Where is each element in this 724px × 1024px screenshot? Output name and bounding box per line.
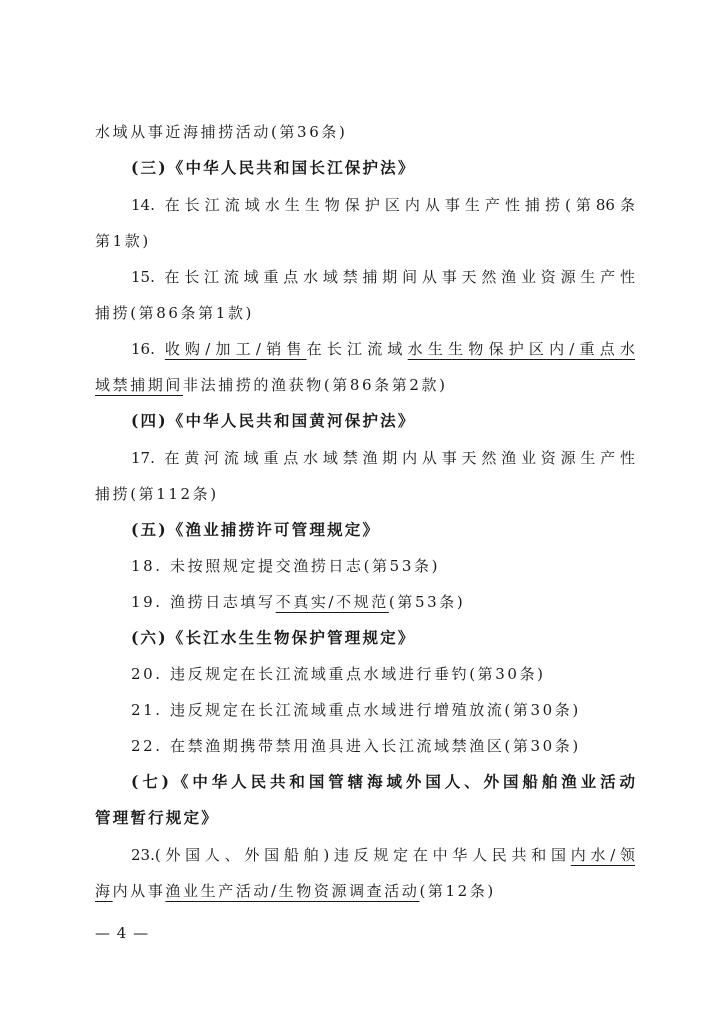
list-item: 20. 违反规定在长江流域重点水域进行垂钓(第30条) — [131, 665, 546, 683]
item-number: 16. — [131, 340, 155, 358]
list-item-continuation: 第1款) — [95, 232, 151, 250]
underlined-text: 海 — [95, 882, 113, 900]
underlined-text: 水生生物保护区内/重点水 — [407, 340, 635, 358]
text-span: 非法捕捞的渔获物(第86条第2款) — [183, 376, 448, 394]
list-item — [131, 334, 635, 364]
underlined-text: 内水/领 — [570, 846, 635, 864]
list-item: 15. 在长江流域重点水域禁捕期间从事天然渔业资源生产性 — [131, 268, 635, 286]
text-span: 23.(外国人、外国船舶)违反规定在中华人民共和国 — [131, 846, 571, 864]
list-item-continuation — [95, 370, 635, 400]
text-span: (第12条) — [419, 882, 496, 900]
section-heading-continuation: 管理暂行规定》 — [95, 808, 219, 827]
section-heading: (四)《中华人民共和国黄河保护法》 — [131, 411, 416, 430]
list-item — [131, 840, 635, 870]
underlined-text: 渔业生产活动/生物资源调查活动 — [165, 882, 420, 900]
section-heading: (七)《中华人民共和国管辖海域外国人、外国船舶渔业活动 — [131, 772, 635, 791]
text-span: 在长江流域 — [306, 340, 408, 358]
text-span: 19. 渔捞日志填写 — [131, 593, 276, 611]
list-item-continuation — [95, 876, 635, 906]
section-heading: (五)《渔业捕捞许可管理规定》 — [131, 520, 381, 539]
list-item — [131, 587, 635, 617]
text-span: 内从事 — [112, 882, 166, 900]
list-item: 18. 未按照规定提交渔捞日志(第53条) — [131, 557, 441, 575]
section-heading: (三)《中华人民共和国长江保护法》 — [131, 158, 416, 177]
underlined-text: 不真实/不规范 — [275, 593, 389, 611]
list-item: 14. 在长江流域水生生物保护区内从事生产性捕捞(第86条 — [131, 196, 635, 214]
list-item: 21. 违反规定在长江流域重点水域进行增殖放流(第30条) — [131, 701, 581, 719]
page-number: — 4 — — [95, 924, 150, 942]
list-item-continuation: 捕捞(第112条) — [95, 485, 219, 503]
text-span: (第53条) — [388, 593, 466, 611]
underlined-text: 域禁捕期间 — [95, 376, 184, 394]
list-item: 22. 在禁渔期携带禁用渔具进入长江流域禁渔区(第30条) — [131, 737, 581, 755]
section-heading: (六)《长江水生生物保护管理规定》 — [131, 628, 416, 647]
list-item: 17. 在黄河流域重点水域禁渔期内从事天然渔业资源生产性 — [131, 449, 635, 467]
list-item-continuation: 捕捞(第86条第1款) — [95, 304, 254, 322]
underlined-text: 收购/加工/销售 — [164, 340, 307, 358]
text-line: 水域从事近海捕捞活动(第36条) — [95, 123, 348, 141]
